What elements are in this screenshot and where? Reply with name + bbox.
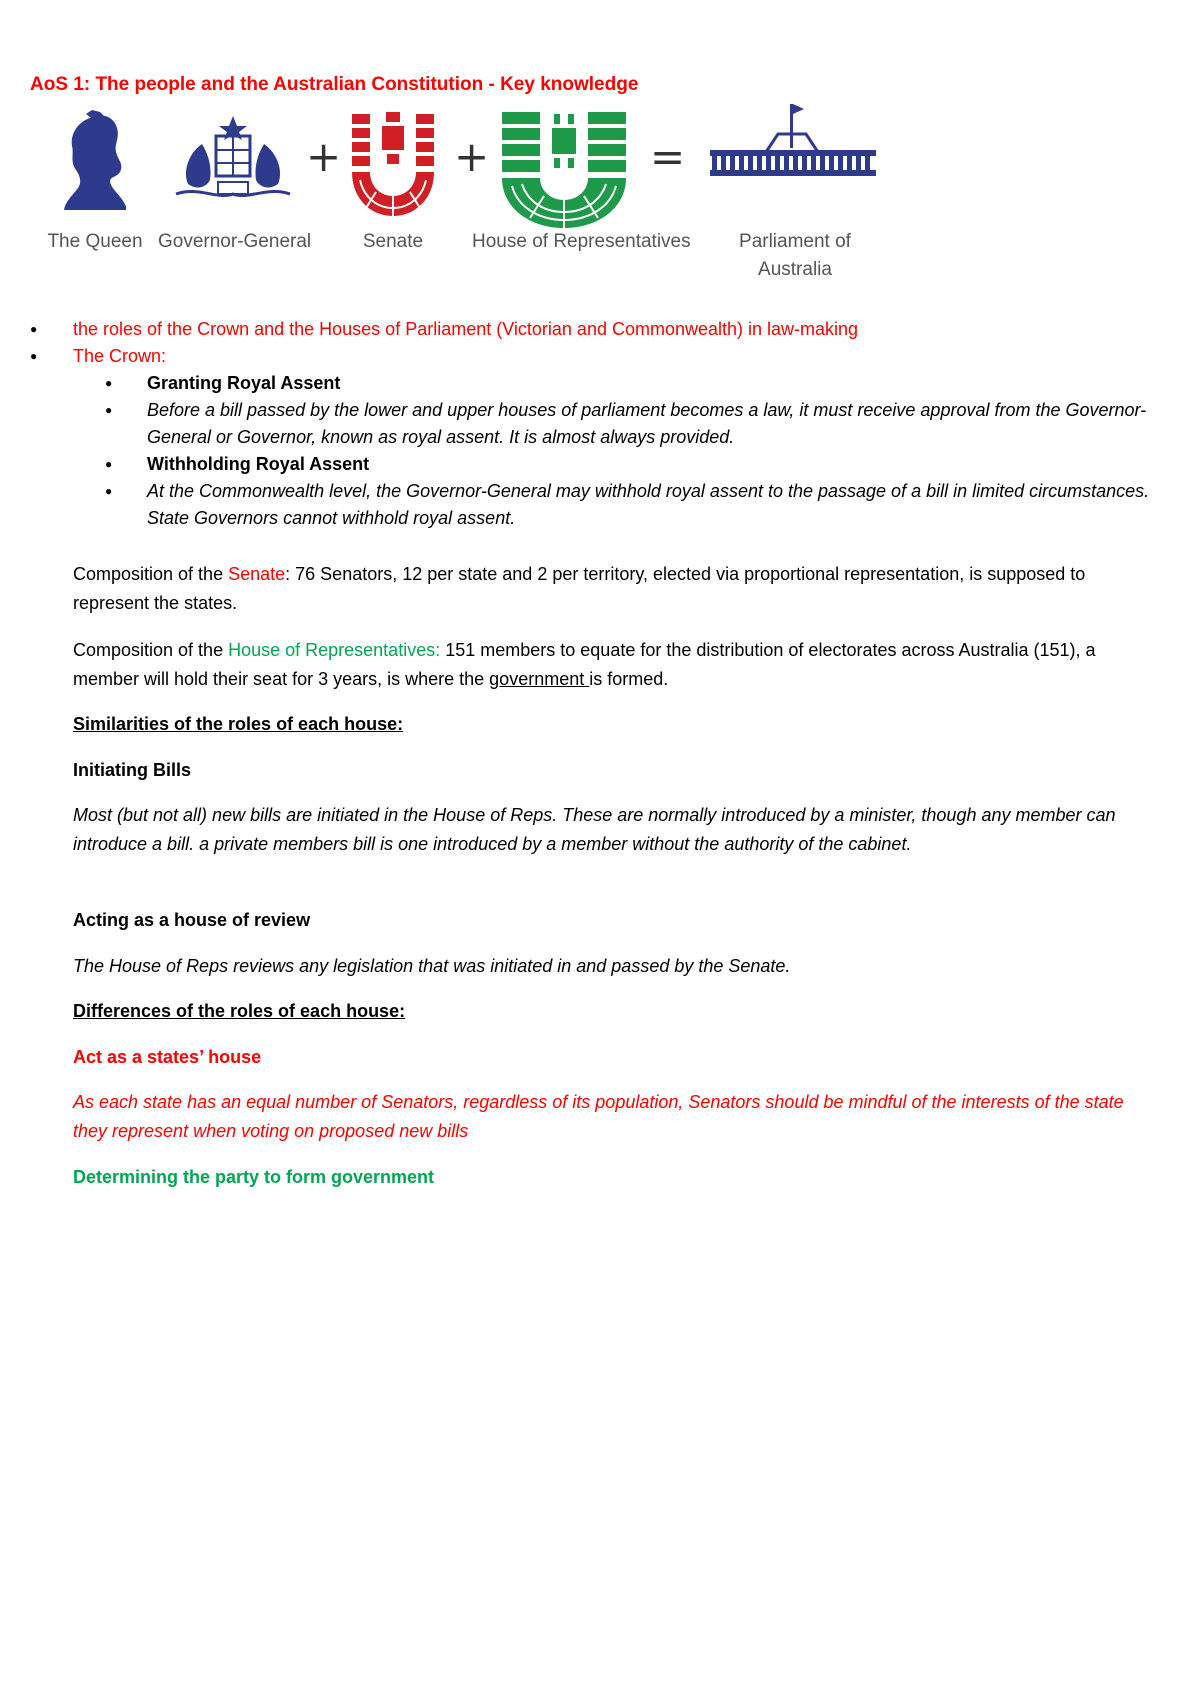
senate-composition bbox=[73, 560, 1153, 618]
list-item-roles: ● the roles of the Crown and the Houses of Parliament (Victorian and Commonwealth) in law-making bbox=[30, 316, 1170, 343]
house-end: is formed. bbox=[589, 669, 669, 689]
caption-parliament-of-australia: Parliament of Australia bbox=[739, 231, 851, 280]
differences-heading: Differences of the roles of each house: bbox=[73, 1001, 406, 1021]
house-prefix: Composition of the bbox=[73, 640, 229, 660]
crown-sublist bbox=[105, 370, 1170, 532]
form-government-heading: Determining the party to form government bbox=[73, 1167, 435, 1187]
initiating-bills-text: Most (but not all) new bills are initiated in the House of Reps. These are normally introduced by a minister, though any member can introduce a bill. a private members bill is one introduced by a member without the authority of the cabinet. bbox=[73, 805, 1116, 854]
caption-governor-general: Governor-General bbox=[158, 231, 312, 252]
parliament-diagram bbox=[40, 110, 920, 310]
senate-prefix: Composition of the bbox=[73, 564, 229, 584]
caption-queen: The Queen bbox=[47, 231, 143, 252]
sublist-item: ● Granting Royal Assent bbox=[105, 370, 1170, 397]
senate-rest: : 76 Senators, 12 per state and 2 per territory, elected via proportional representation, is supposed to represent the states. bbox=[73, 564, 1086, 613]
senate-chamber-icon bbox=[348, 110, 438, 225]
initiating-bills-heading: Initiating Bills bbox=[73, 760, 192, 780]
sublist-item: ● At the Commonwealth level, the Governor-General may withhold royal assent to the passage of a bill in limited circumstances. State Governors cannot withhold royal assent. bbox=[105, 478, 1170, 532]
government-underlined: government bbox=[489, 669, 590, 689]
coat-of-arms-icon bbox=[168, 114, 298, 219]
equals-sign: = bbox=[650, 132, 686, 181]
page-title: AoS 1: The people and the Australian Constitution - Key knowledge bbox=[30, 74, 639, 95]
house-rest: 151 members to equate for the distribution of electorates across Australia (151), a member will hold their seat for 3 years, is where the bbox=[73, 640, 1096, 689]
senate-highlight: Senate bbox=[228, 564, 286, 584]
caption-house-of-representatives: House of Representatives bbox=[472, 231, 691, 252]
house-of-review-heading: Acting as a house of review bbox=[73, 910, 311, 930]
states-house-text: As each state has an equal number of Senators, regardless of its population, Senators should be mindful of the interests of the state they represent when voting on proposed new bills bbox=[73, 1092, 1124, 1141]
key-knowledge-list bbox=[30, 316, 1170, 532]
house-chamber-icon bbox=[500, 110, 628, 233]
house-composition bbox=[73, 636, 1153, 694]
house-of-review-text: The House of Reps reviews any legislation that was initiated in and passed by the Senate. bbox=[73, 956, 791, 976]
plus-sign-2: + bbox=[454, 132, 490, 181]
list-item-crown: ● The Crown: bbox=[30, 343, 1170, 370]
similarities-heading: Similarities of the roles of each house: bbox=[73, 714, 404, 734]
plus-sign-1: + bbox=[306, 132, 342, 181]
states-house-heading: Act as a states’ house bbox=[73, 1047, 262, 1067]
sublist-item: ● Before a bill passed by the lower and upper houses of parliament becomes a law, it must receive approval from the Governor-General or Governor, known as royal assent. It is almost always provided. bbox=[105, 397, 1170, 451]
queen-silhouette-icon bbox=[60, 110, 128, 215]
caption-senate: Senate bbox=[362, 231, 424, 252]
parliament-house-icon bbox=[708, 102, 878, 197]
house-highlight: House of Representatives: bbox=[228, 640, 441, 660]
sublist-item: ● Withholding Royal Assent bbox=[105, 451, 1170, 478]
